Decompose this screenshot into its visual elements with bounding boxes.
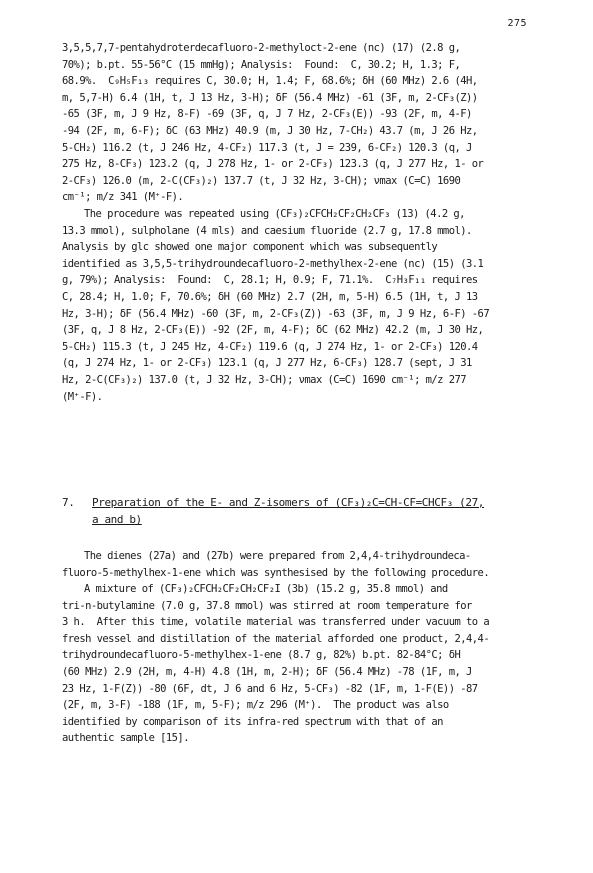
text-line: trihydroundecafluoro-5-methylhex-1-ene (8.7 g, 82%) b.pt. 82-84°C; δH	[62, 649, 461, 662]
text-line: C, 28.4; H, 1.0; F, 70.6%; δH (60 MHz) 2.7 (2H, m, 5-H) 6.5 (1H, t, J 13	[62, 290, 478, 303]
page-number: 275	[507, 18, 527, 29]
text-line: 5-CH₂) 115.3 (t, J 245 Hz, 4-CF₂) 119.6 (q, J 274 Hz, 1- or 2-CF₃) 120.4	[62, 340, 478, 353]
text-line: 3 h. After this time, volatile material was transferred under vacuum to a	[62, 616, 490, 629]
experimental-paragraph-4	[62, 581, 542, 747]
text-line: The procedure was repeated using (CF₃)₂CFCH₂CF₂CH₂CF₃ (13) (4.2 g,	[84, 208, 465, 220]
text-line: 13.3 mmol), sulpholane (4 mls) and caesium fluoride (2.7 g, 17.8 mmol).	[62, 224, 472, 237]
text-line: (2F, m, 3-F) -188 (1F, m, 5-F); m/z 296 (M⁺). The product was also	[62, 699, 449, 712]
section-heading	[62, 494, 542, 528]
text-line: 2-CF₃) 126.0 (m, 2-C(CF₃)₂) 137.7 (t, J 32 Hz, 3-CH); νmax (C=C) 1690	[62, 174, 461, 187]
text-line: -65 (3F, m, J 9 Hz, 8-F) -69 (3F, q, J 7 Hz, 2-CF₃(E)) -93 (2F, m, 4-F)	[62, 108, 472, 121]
text-line: authentic sample [15].	[62, 732, 189, 745]
text-line: 70%); b.pt. 55-56°C (15 mmHg); Analysis: Found: C, 30.2; H, 1.3; F,	[62, 58, 461, 71]
text-line: 275 Hz, 8-CF₃) 123.2 (q, J 278 Hz, 1- or 2-CF₃) 123.3 (q, J 277 Hz, 1- or	[62, 158, 484, 171]
text-line: 23 Hz, 1-F(Z)) -80 (6F, dt, J 6 and 6 Hz, 5-CF₃) -82 (1F, m, 1-F(E)) -87	[62, 682, 478, 695]
text-line: Hz, 3-H); δF (56.4 MHz) -60 (3F, m, 2-CF₃(Z)) -63 (3F, m, J 9 Hz, 6-F) -67	[62, 307, 490, 320]
text-line: cm⁻¹; m/z 341 (M⁺-F).	[62, 191, 184, 204]
text-line: (q, J 274 Hz, 1- or 2-CF₃) 123.1 (q, J 277 Hz, 6-CF₃) 128.7 (sept, J 31	[62, 357, 472, 370]
text-line: 5-CH₂) 116.2 (t, J 246 Hz, 4-CF₂) 117.3 (t, J = 239, 6-CF₂) 120.3 (q, J	[62, 141, 472, 154]
text-line: The dienes (27a) and (27b) were prepared from 2,4,4-trihydroundeca-	[84, 550, 471, 562]
text-line: identified by comparison of its infra-red spectrum with that of an	[62, 715, 443, 728]
text-line: fluoro-5-methylhex-1-ene which was synthesised by the following procedure.	[62, 566, 490, 579]
section-number: 7.	[62, 496, 75, 509]
text-line: Hz, 2-C(CF₃)₂) 137.0 (t, J 32 Hz, 3-CH); νmax (C=C) 1690 cm⁻¹; m/z 277	[62, 373, 467, 386]
text-line: -94 (2F, m, 6-F); δC (63 MHz) 40.9 (m, J 30 Hz, 7-CH₂) 43.7 (m, J 26 Hz,	[62, 124, 478, 137]
text-line: identified as 3,5,5-trihydroundecafluoro-2-methylhex-2-ene (nc) (15) (3.1	[62, 257, 484, 270]
text-line: fresh vessel and distillation of the material afforded one product, 2,4,4-	[62, 632, 490, 645]
text-line: 3,5,5,7,7-pentahydroterdecafluoro-2-methyloct-2-ene (nc) (17) (2.8 g,	[62, 42, 461, 54]
text-line: Analysis by glc showed one major component which was subsequently	[62, 241, 438, 254]
text-line: 68.9%. C₉H₅F₁₃ requires C, 30.0; H, 1.4; F, 68.6%; δH (60 MHz) 2.6 (4H,	[62, 75, 478, 88]
text-line: A mixture of (CF₃)₂CFCH₂CF₂CH₂CF₂I (3b) (15.2 g, 35.8 mmol) and	[84, 583, 448, 595]
experimental-paragraph-2	[62, 206, 542, 405]
text-line: tri-n-butylamine (7.0 g, 37.8 mmol) was stirred at room temperature for	[62, 599, 472, 612]
section-title-line-1: Preparation of the E- and Z-isomers of (CF₃)₂C=CH-CF=CHCF₃ (27,	[92, 496, 485, 509]
text-line: (M⁺-F).	[62, 390, 103, 403]
text-line: (60 MHz) 2.9 (2H, m, 4-H) 4.8 (1H, m, 2-H); δF (56.4 MHz) -78 (1F, m, J	[62, 665, 472, 678]
text-line: m, 5,7-H) 6.4 (1H, t, J 13 Hz, 3-H); δF (56.4 MHz) -61 (3F, m, 2-CF₃(Z))	[62, 91, 478, 104]
section-title-line-2: a and b)	[92, 513, 142, 526]
text-line: (3F, q, J 8 Hz, 2-CF₃(E)) -92 (2F, m, 4-F); δC (62 MHz) 42.2 (m, J 30 Hz,	[62, 324, 484, 337]
experimental-paragraph-1	[62, 40, 542, 206]
text-line: g, 79%); Analysis: Found: C, 28.1; H, 0.9; F, 71.1%. C₇H₃F₁₁ requires	[62, 274, 478, 287]
experimental-paragraph-3	[62, 548, 542, 581]
